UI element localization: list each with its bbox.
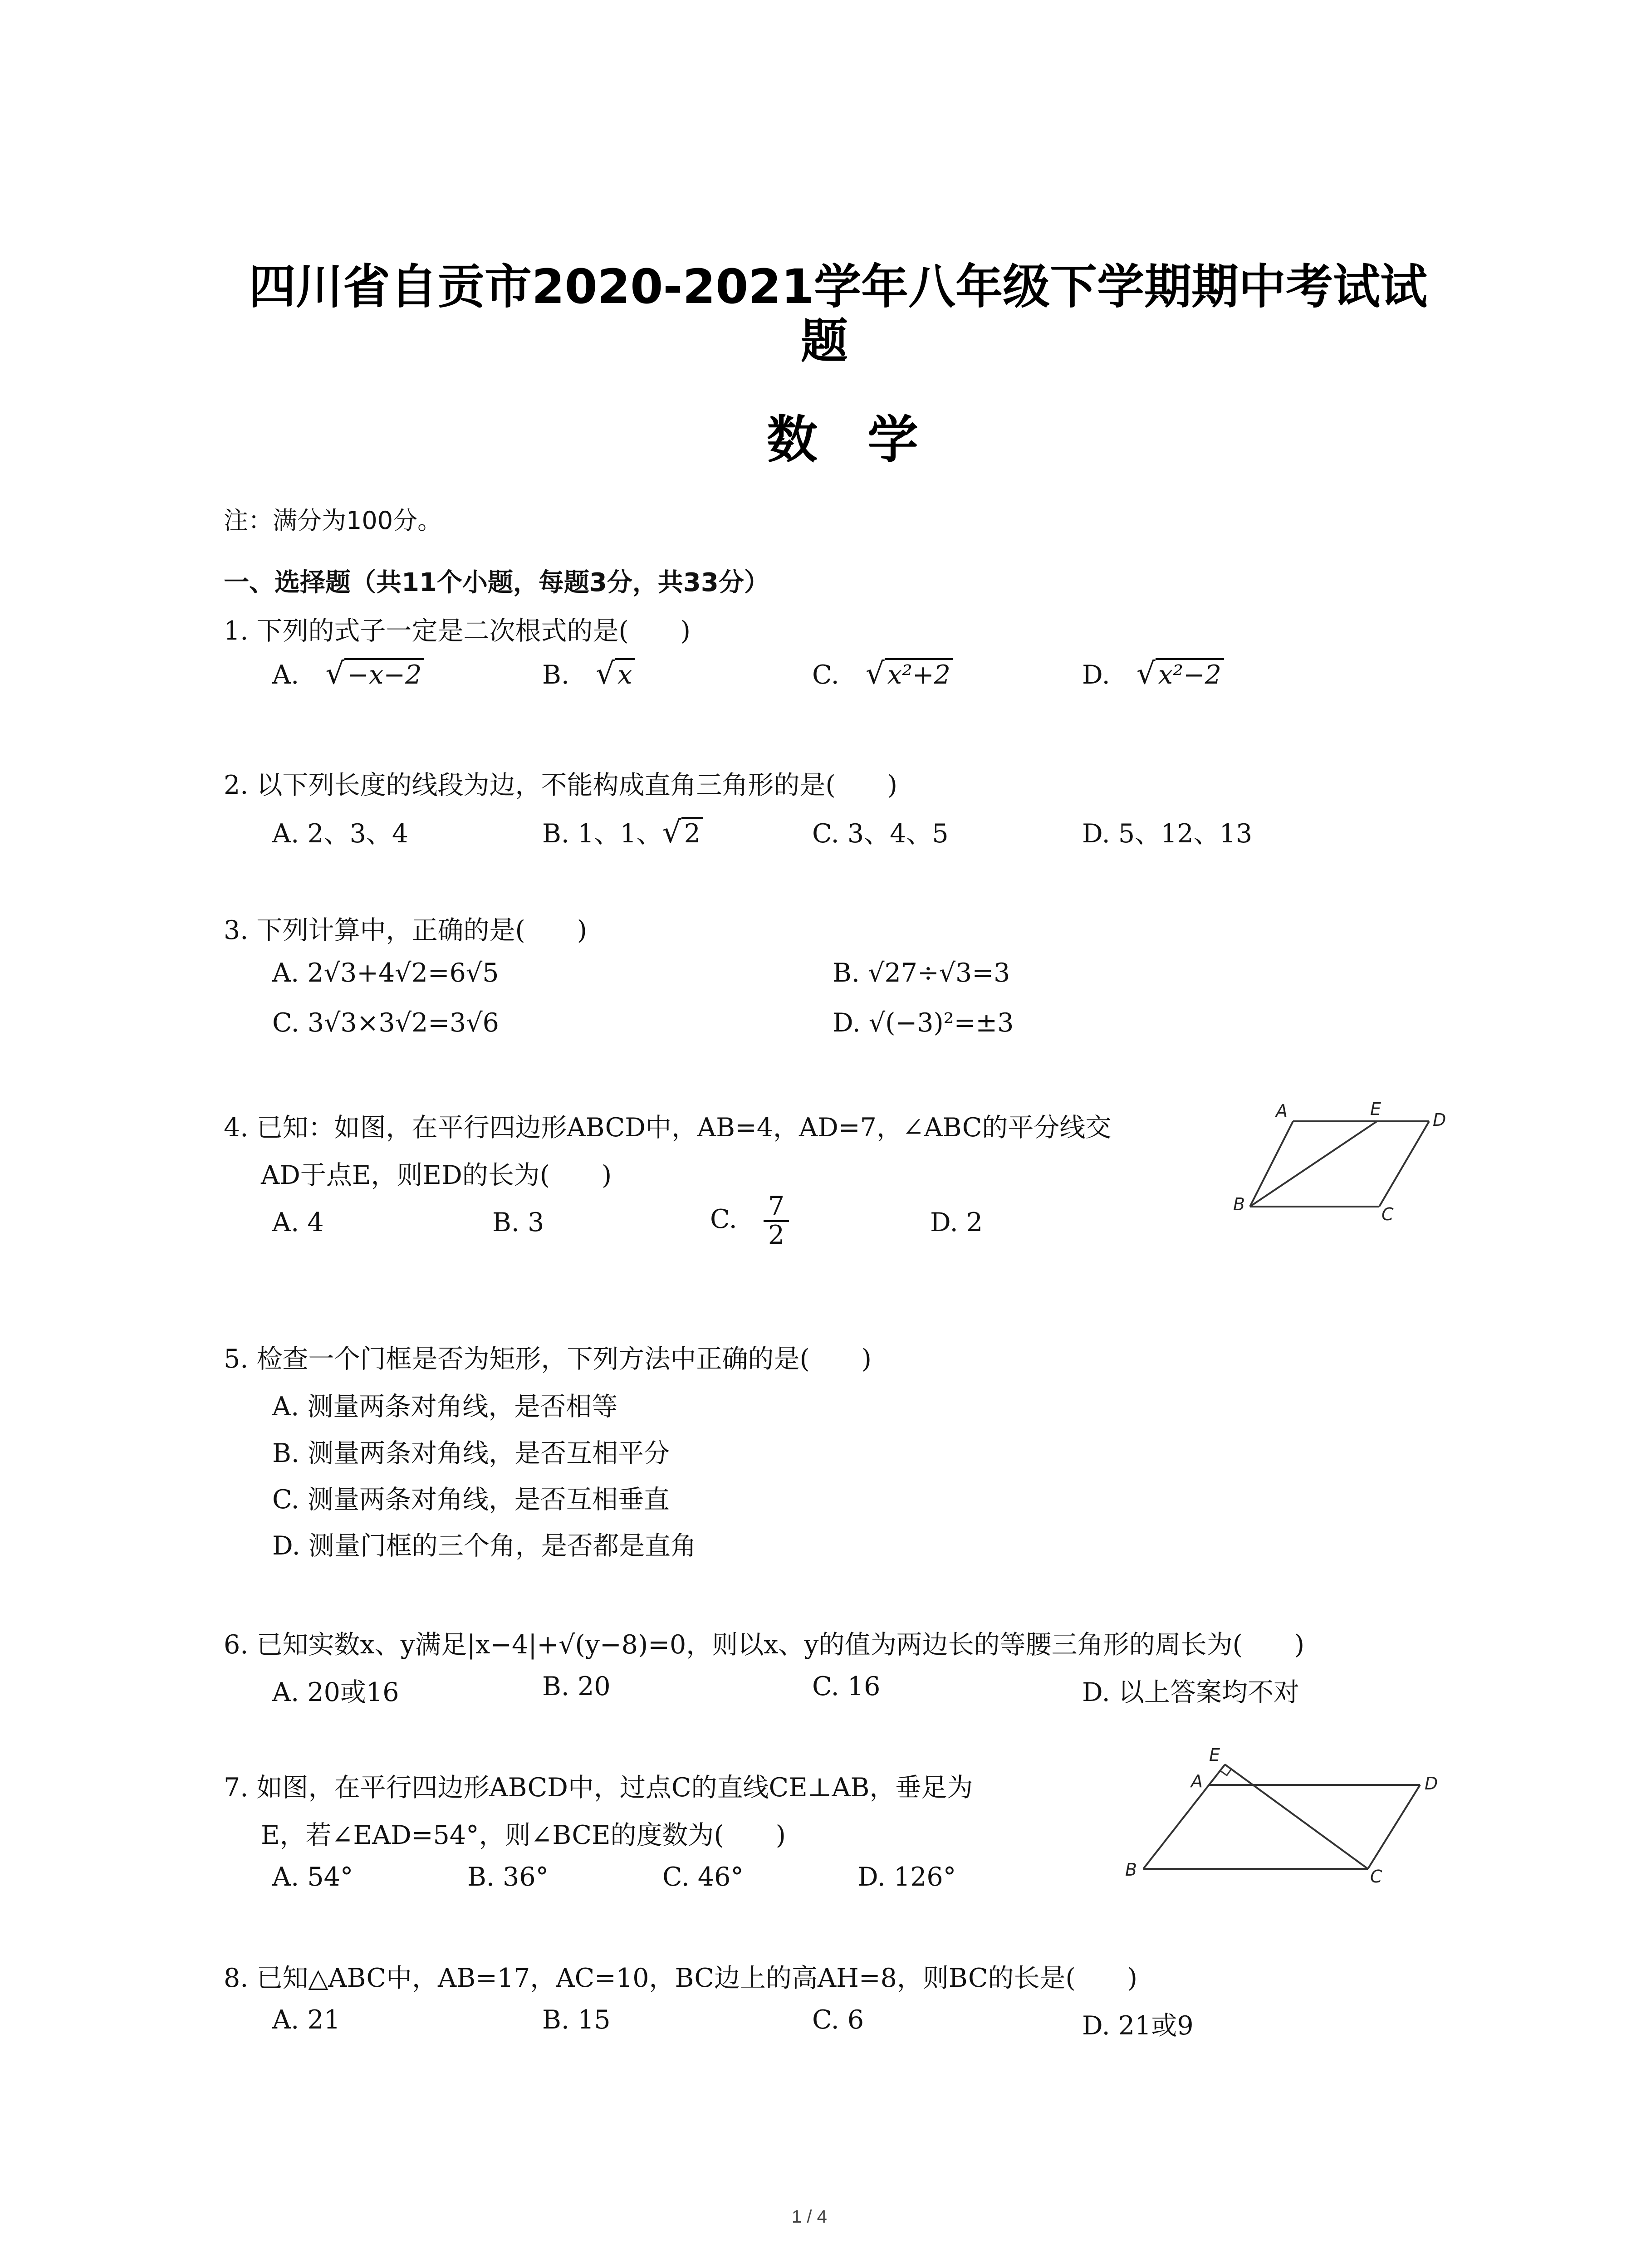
question-7-stem: 7. 如图，在平行四边形ABCD中，过点C的直线CE⊥AB，垂足为: [224, 1773, 973, 1803]
question-3-option-a[interactable]: A. 2√3+4√2=6√5: [272, 958, 499, 988]
question-5-option-d[interactable]: D. 测量门框的三个角，是否都是直角: [272, 1531, 696, 1561]
question-7-stem-line2: E，若∠EAD=54°，则∠BCE的度数为( ): [261, 1820, 786, 1850]
question-8-option-a[interactable]: A. 21: [272, 2005, 340, 2035]
score-note: 注：满分为100分。: [224, 506, 442, 535]
option-label: D.: [1082, 660, 1110, 690]
question-7-figure: [1112, 1737, 1465, 1887]
figure-label-c: C: [1381, 1204, 1394, 1224]
section-heading: 一、选择题（共11个小题，每题3分，共33分）: [224, 568, 769, 597]
page-title: 四川省自贡市2020-2021学年八年级下学期期中考试试: [249, 259, 1428, 314]
question-5-option-a[interactable]: A. 测量两条对角线，是否相等: [272, 1392, 618, 1422]
figure-label-a: A: [1276, 1101, 1288, 1121]
question-8-option-c[interactable]: C. 6: [812, 2005, 864, 2035]
option-root: 2: [681, 817, 703, 849]
figure-edge-ab: [1250, 1121, 1293, 1207]
question-4-stem: 4. 已知：如图，在平行四边形ABCD中，AB=4，AD=7，∠ABC的平分线交: [224, 1113, 1112, 1143]
question-2-option-c[interactable]: C. 3、4、5: [812, 819, 949, 849]
question-8-option-d[interactable]: D. 21或9: [1082, 2011, 1194, 2041]
question-6-option-d[interactable]: D. 以上答案均不对: [1082, 1677, 1299, 1707]
question-4-stem-line2: AD于点E，则ED的长为( ): [261, 1160, 612, 1190]
question-5-stem: 5. 检查一个门框是否为矩形，下列方法中正确的是( ): [224, 1344, 872, 1374]
question-2-option-a[interactable]: A. 2、3、4: [272, 819, 409, 849]
figure-label-a: A: [1191, 1771, 1203, 1791]
question-2-option-d[interactable]: D. 5、12、13: [1082, 819, 1253, 849]
page-number: 1 / 4: [792, 2207, 827, 2227]
question-7-option-a[interactable]: A. 54°: [272, 1862, 353, 1892]
question-5-option-b[interactable]: B. 测量两条对角线，是否互相平分: [272, 1438, 670, 1468]
figure-label-b: B: [1125, 1860, 1137, 1880]
figure-label-c: C: [1370, 1867, 1382, 1887]
question-5-option-c[interactable]: C. 测量两条对角线，是否互相垂直: [272, 1485, 670, 1515]
figure-label-d: D: [1433, 1110, 1446, 1130]
figure-edge-be: [1250, 1121, 1377, 1207]
option-label: C.: [710, 1204, 737, 1234]
figure-edge-cd: [1368, 1785, 1420, 1869]
figure-edge-ce: [1225, 1765, 1368, 1869]
question-2-option-b[interactable]: [542, 813, 703, 850]
option-label: C.: [812, 660, 839, 690]
question-1-option-b[interactable]: [542, 660, 635, 690]
question-7-option-c[interactable]: C. 46°: [662, 1862, 744, 1892]
question-2-stem: 2. 以下列长度的线段为边，不能构成直角三角形的是( ): [224, 770, 897, 800]
question-1-option-a[interactable]: [272, 660, 424, 690]
fraction-numerator: 7: [764, 1193, 789, 1222]
question-3-stem: 3. 下列计算中，正确的是( ): [224, 915, 587, 945]
figure-edge-cd: [1379, 1121, 1429, 1207]
question-1-option-d[interactable]: [1082, 660, 1224, 690]
option-value: x: [615, 658, 635, 690]
option-value: x²−2: [1156, 658, 1224, 690]
question-1-option-c[interactable]: [812, 660, 953, 690]
figure-label-b: B: [1233, 1194, 1245, 1214]
figure-edge-ab: [1143, 1765, 1225, 1869]
question-4-option-d[interactable]: D. 2: [930, 1207, 983, 1237]
subject-title: 数学: [767, 411, 968, 469]
option-value: x²+2: [885, 658, 953, 690]
question-8-option-b[interactable]: B. 15: [542, 2005, 611, 2035]
right-angle-mark: [1220, 1769, 1231, 1775]
option-value: −x−2: [344, 658, 424, 690]
question-7-option-b[interactable]: B. 36°: [467, 1862, 549, 1892]
question-4-figure: [1225, 1098, 1461, 1225]
question-6-option-a[interactable]: A. 20或16: [272, 1677, 399, 1707]
figure-label-e: E: [1370, 1099, 1381, 1119]
option-text: B. 1、1、: [542, 819, 662, 849]
question-6-option-b[interactable]: B. 20: [542, 1672, 611, 1701]
question-4-option-b[interactable]: B. 3: [492, 1207, 544, 1237]
question-7-option-d[interactable]: D. 126°: [857, 1862, 956, 1892]
figure-label-d: D: [1425, 1774, 1438, 1794]
question-8-stem: 8. 已知△ABC中，AB=17，AC=10，BC边上的高AH=8，则BC的长是( ): [224, 1963, 1137, 1993]
question-4-option-c[interactable]: [710, 1193, 789, 1249]
question-3-option-c[interactable]: C. 3√3×3√2=3√6: [272, 1008, 499, 1038]
option-label: A.: [272, 660, 299, 690]
page-title-continued: 题: [801, 313, 848, 369]
question-1-stem: 1. 下列的式子一定是二次根式的是( ): [224, 616, 691, 646]
option-label: B.: [542, 660, 570, 690]
question-6-stem: 6. 已知实数x、y满足|x−4|+√(y−8)=0，则以x、y的值为两边长的等腰三角形的周长为( ): [224, 1630, 1305, 1660]
question-6-option-c[interactable]: C. 16: [812, 1672, 881, 1701]
question-3-option-d[interactable]: D. √(−3)²=±3: [833, 1008, 1014, 1038]
question-3-option-b[interactable]: B. √27÷√3=3: [833, 958, 1010, 988]
figure-label-e: E: [1209, 1745, 1220, 1765]
question-4-option-a[interactable]: A. 4: [272, 1207, 324, 1237]
fraction-denominator: 2: [768, 1220, 785, 1250]
